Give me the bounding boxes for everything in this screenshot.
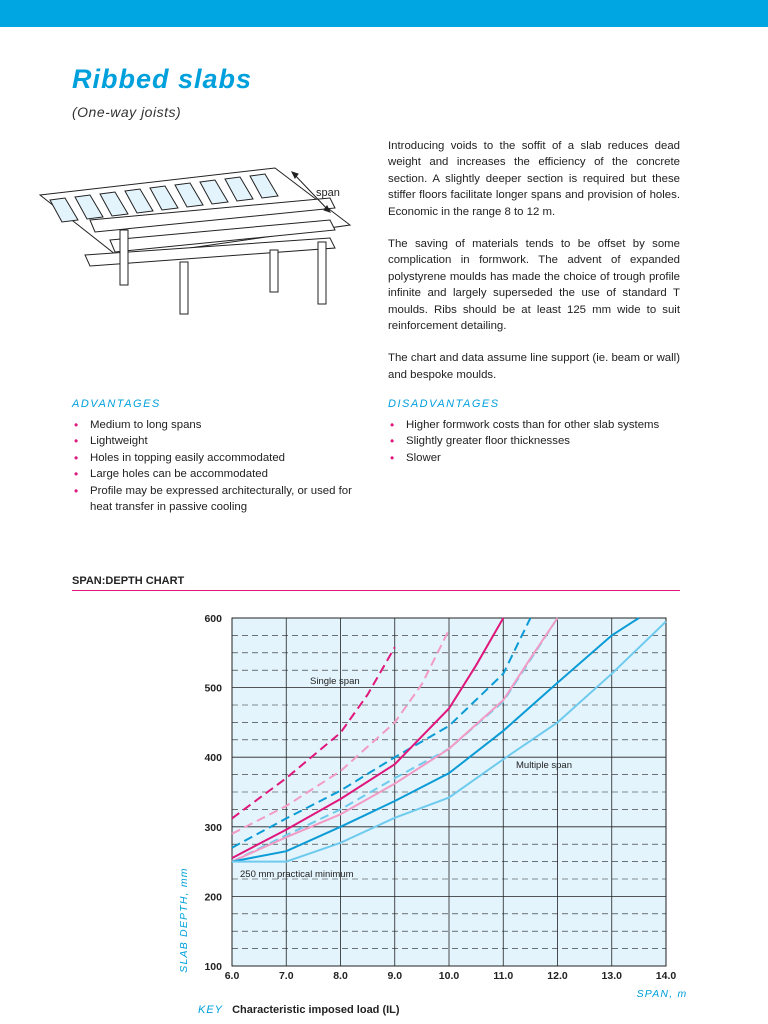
bullet-icon: • bbox=[74, 467, 79, 482]
y-tick-label: 200 bbox=[204, 891, 222, 904]
key-label: KEY bbox=[198, 1004, 224, 1016]
y-tick-label: 500 bbox=[204, 682, 222, 695]
bullet-icon: • bbox=[74, 434, 79, 449]
list-item: • Slightly greater floor thicknesses bbox=[390, 434, 570, 449]
y-tick-label: 300 bbox=[204, 821, 222, 834]
chart-key bbox=[198, 1004, 400, 1016]
disadvantages-heading: DISADVANTAGES bbox=[388, 398, 500, 410]
intro-paragraph: The saving of materials tends to be offset by some complication in formwork. The advent of expanded polystyrene moulds has made the choice of trough profile infinite and largely superseded the use of standard T moulds. Ribs should be at least 125 mm wide to suit reinforcement detailing. bbox=[388, 238, 680, 333]
bullet-icon: • bbox=[390, 434, 395, 449]
chart-heading-rule bbox=[72, 590, 680, 591]
intro-paragraph: The chart and data assume line support (ie. beam or wall) and bespoke moulds. bbox=[388, 352, 680, 381]
list-item: • Slower bbox=[390, 450, 441, 465]
x-tick-label: 10.0 bbox=[438, 970, 460, 982]
list-item: • Lightweight bbox=[74, 434, 148, 449]
list-item: • Profile may be expressed architecturally, or used for heat transfer in passive cooling bbox=[74, 483, 352, 514]
list-item: • Medium to long spans bbox=[74, 418, 202, 432]
y-tick-label: 100 bbox=[204, 961, 222, 973]
y-tick-label: 600 bbox=[204, 613, 222, 625]
x-tick-label: 11.0 bbox=[493, 970, 514, 982]
bullet-icon: • bbox=[390, 450, 395, 465]
disadvantages-list bbox=[388, 417, 688, 466]
multiple-span-annotation: Multiple span bbox=[516, 760, 572, 771]
page-subtitle: (One-way joists) bbox=[72, 104, 182, 120]
x-tick-label: 13.0 bbox=[601, 970, 622, 982]
bullet-icon: • bbox=[74, 483, 79, 498]
practical-minimum-annotation: 250 mm practical minimum bbox=[240, 869, 354, 880]
x-tick-label: 7.0 bbox=[278, 970, 294, 982]
bullet-icon: • bbox=[74, 418, 79, 432]
intro-text bbox=[388, 138, 680, 399]
span-label: span bbox=[316, 187, 340, 199]
intro-paragraph: Introducing voids to the soffit of a slab reduces dead weight and increases the efficiency of the concrete section. A slightly deeper section is required but these stiffer floors facilitate longer spans and provision of holes. Economic in the range 8 to 12 m. bbox=[388, 140, 680, 218]
ribbed-slab-illustration bbox=[30, 150, 360, 325]
x-axis-label: SPAN, m bbox=[636, 988, 688, 1000]
chart-heading: SPAN:DEPTH CHART bbox=[72, 575, 185, 587]
page-title: Ribbed slabs bbox=[72, 64, 253, 94]
bullet-icon: • bbox=[74, 450, 79, 465]
x-tick-label: 9.0 bbox=[387, 970, 403, 982]
x-tick-label: 14.0 bbox=[655, 970, 677, 982]
bullet-icon: • bbox=[390, 418, 395, 432]
y-axis-label: SLAB DEPTH, mm bbox=[178, 867, 190, 973]
list-item: • Higher formwork costs than for other slab systems bbox=[390, 418, 660, 432]
y-tick-label: 400 bbox=[204, 752, 222, 765]
advantages-heading: ADVANTAGES bbox=[72, 398, 161, 410]
x-tick-label: 12.0 bbox=[547, 970, 568, 982]
x-tick-label: 6.0 bbox=[224, 970, 240, 982]
span-depth-chart bbox=[0, 600, 768, 1024]
key-title: Characteristic imposed load (IL) bbox=[232, 1004, 400, 1016]
x-tick-label: 8.0 bbox=[333, 970, 348, 982]
single-span-annotation: Single span bbox=[310, 676, 360, 687]
top-color-bar bbox=[0, 0, 768, 27]
list-item: • Large holes can be accommodated bbox=[74, 467, 268, 482]
list-item: • Holes in topping easily accommodated bbox=[74, 450, 286, 465]
advantages-list bbox=[72, 417, 372, 515]
